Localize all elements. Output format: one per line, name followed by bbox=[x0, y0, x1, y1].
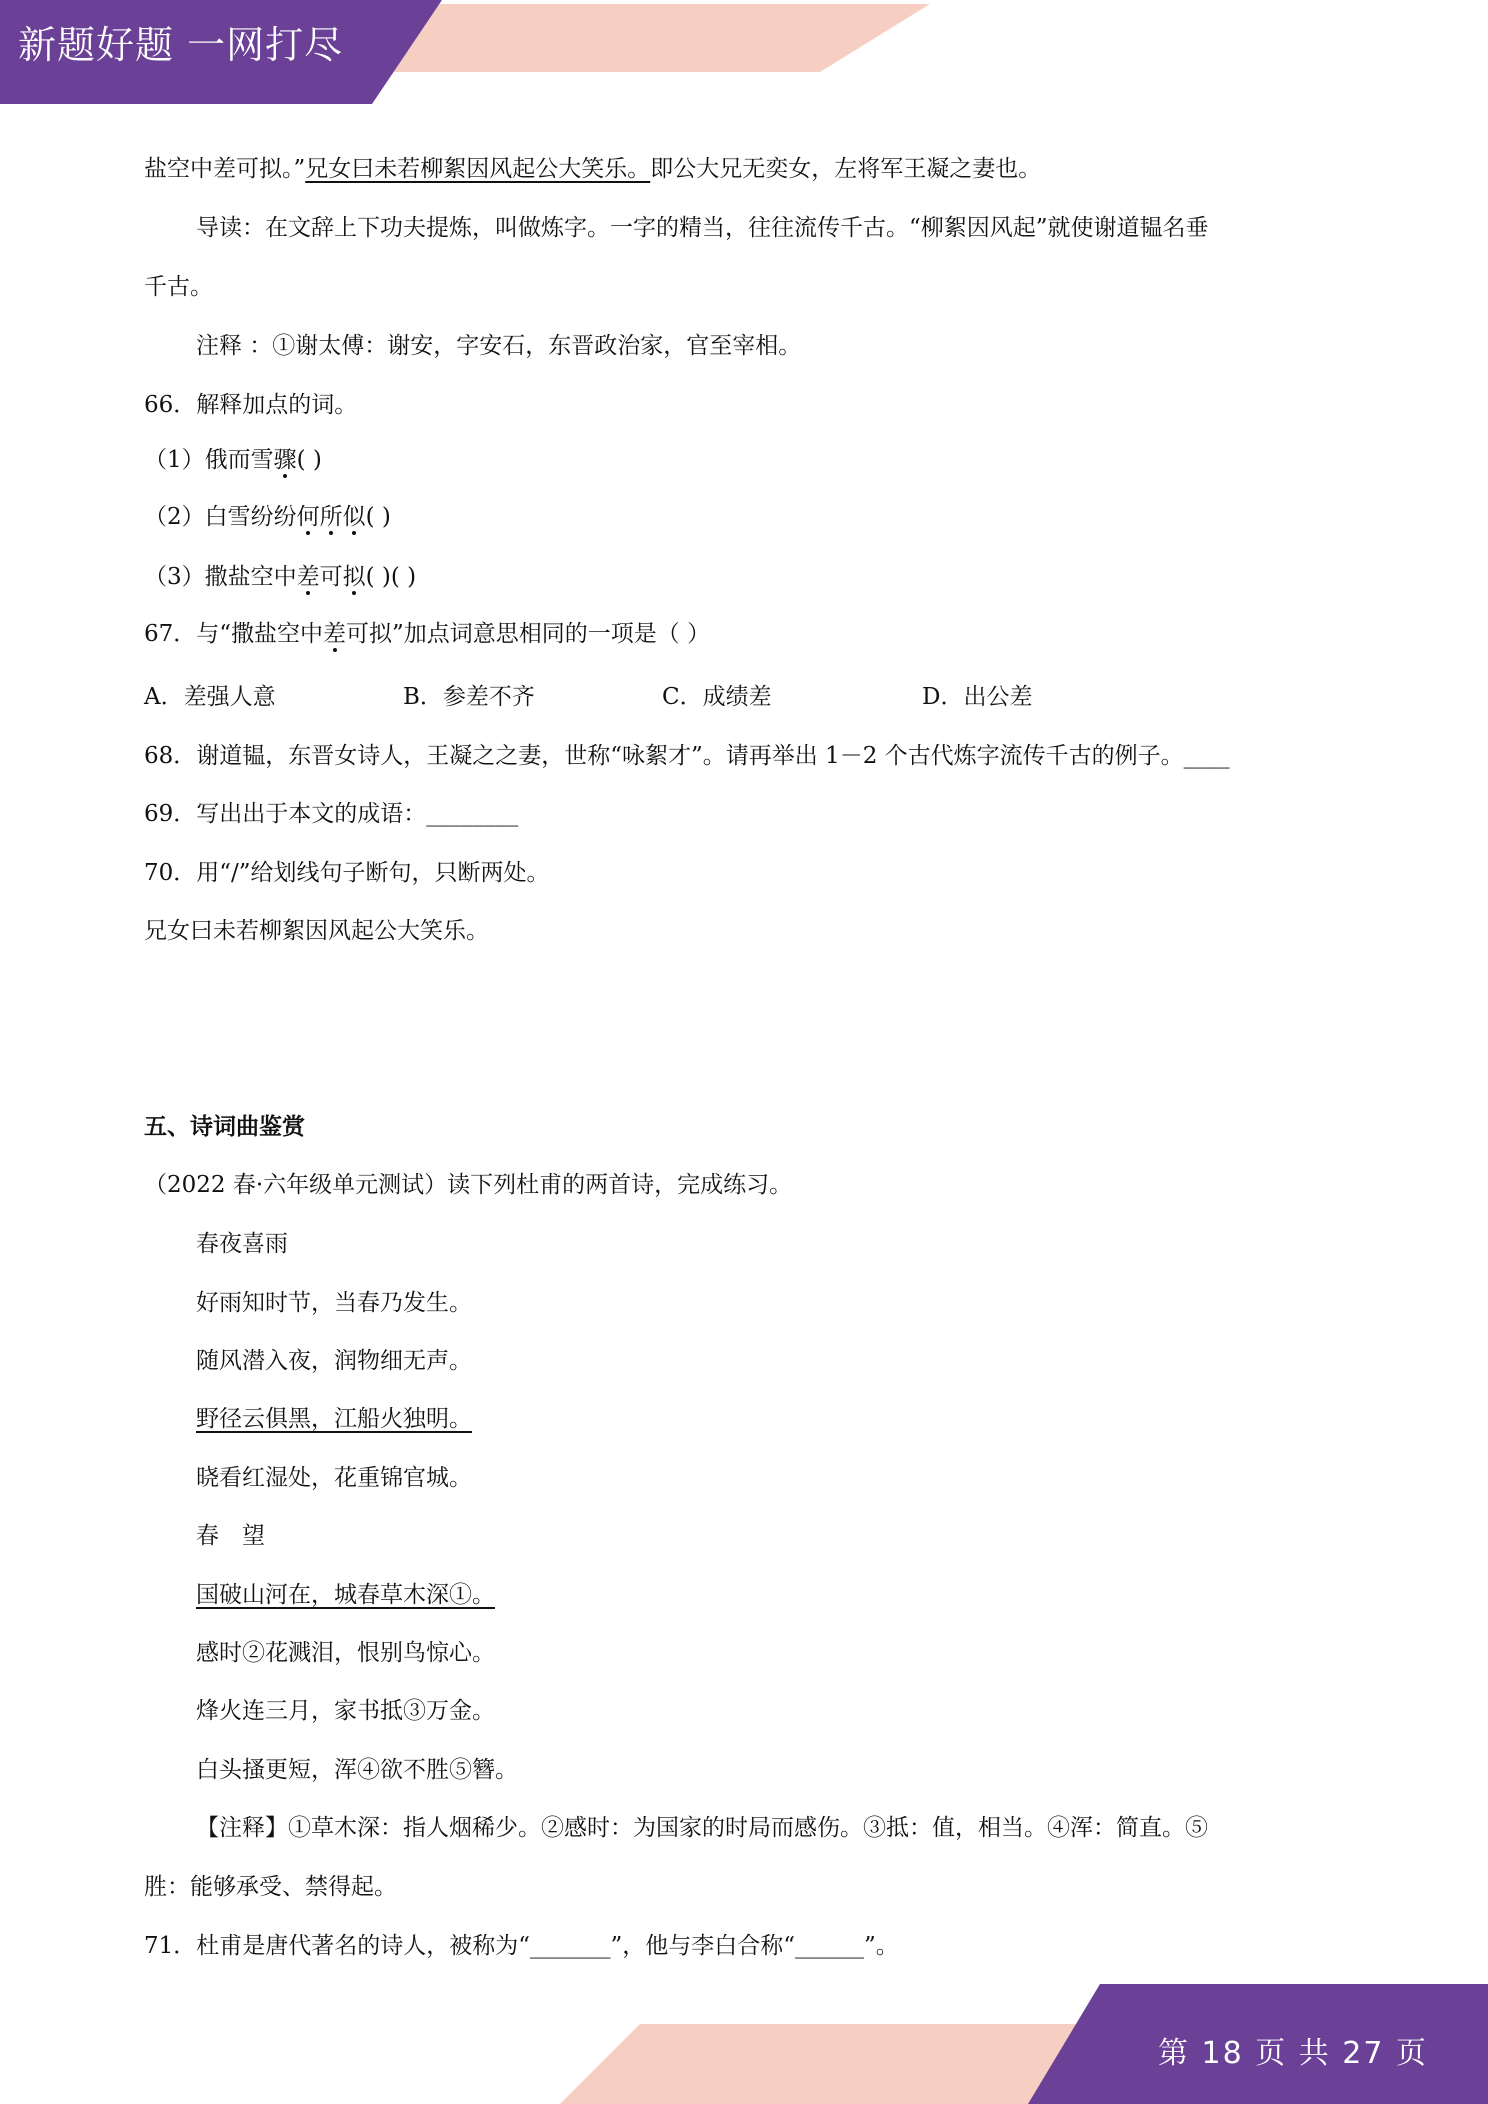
passage-note: 注释 ：①谢太傅：谢安，字安石，东晋政治家，官至宰相。 bbox=[196, 333, 802, 359]
poem2-underlined-line: 国破山河在，城春草木深①。 bbox=[196, 1582, 495, 1608]
q66-sub-2: （2）白雪纷纷何所似( ) bbox=[144, 504, 391, 530]
guide-line-2: 千古。 bbox=[144, 274, 213, 300]
dotted-word: 差 bbox=[323, 621, 347, 647]
q66-stem: 66．解释加点的词。 bbox=[144, 392, 358, 418]
poem2-line: 烽火连三月，家书抵③万金。 bbox=[196, 1698, 495, 1724]
q71: 71．杜甫是唐代著名的诗人，被称为“_______”，他与李白合称“______”。 bbox=[144, 1933, 899, 1959]
passage-line-1: 盐空中差可拟。”兄女曰未若柳絮因风起公大笑乐。即公大兄无奕女，左将军王凝之妻也。 bbox=[144, 156, 1042, 182]
q69: 69．写出出于本文的成语：________ bbox=[144, 801, 519, 827]
page-number: 第 18 页 共 27 页 bbox=[1157, 2036, 1428, 2071]
q70-stem: 70．用“/”给划线句子断句，只断两处。 bbox=[144, 860, 550, 886]
poem1-underlined-line: 野径云俱黑，江船火独明。 bbox=[196, 1406, 472, 1432]
poem1-line: 好雨知时节，当春乃发生。 bbox=[196, 1290, 472, 1316]
poem2-line: 感时②花溅泪，恨别鸟惊心。 bbox=[196, 1640, 495, 1666]
poem-notes-2: 胜：能够承受、禁得起。 bbox=[144, 1874, 397, 1900]
poem2-title: 春 望 bbox=[196, 1523, 265, 1549]
q67-option-b: B．参差不齐 bbox=[403, 684, 535, 710]
q67-stem: 67．与“撒盐空中差可拟”加点词意思相同的一项是（ ） bbox=[144, 621, 711, 647]
q67-option-a: A．差强人意 bbox=[144, 684, 276, 710]
poem1-title: 春夜喜雨 bbox=[196, 1231, 288, 1257]
dotted-word: 似 bbox=[342, 504, 366, 530]
poem2-line: 白头搔更短，浑④欲不胜⑤簪。 bbox=[196, 1757, 518, 1783]
guide-line-1: 导读：在文辞上下功夫提炼，叫做炼字。一字的精当，往往流传千古。“柳絮因风起”就使谢道韫名垂 bbox=[196, 215, 1209, 241]
dotted-word: 何 bbox=[296, 504, 320, 530]
q70-sentence: 兄女曰未若柳絮因风起公大笑乐。 bbox=[144, 918, 489, 944]
poem-notes-1: 【注释】①草木深：指人烟稀少。②感时：为国家的时局而感伤。③抵：值，相当。④浑：简直。⑤ bbox=[196, 1815, 1208, 1841]
header-title: 新题好题 一网打尽 bbox=[18, 23, 344, 67]
underlined-sentence: 兄女曰未若柳絮因风起公大笑乐。 bbox=[305, 156, 651, 182]
dotted-word: 差 bbox=[296, 564, 320, 590]
poem1-line: 随风潜入夜，润物细无声。 bbox=[196, 1348, 472, 1374]
section-intro: （2022 春·六年级单元测试）读下列杜甫的两首诗，完成练习。 bbox=[144, 1172, 793, 1198]
q68: 68．谢道韫，东晋女诗人，王凝之之妻，世称“咏絮才”。请再举出 1－2 个古代炼字流传千古的例子。____ bbox=[144, 743, 1230, 769]
q67-option-c: C．成绩差 bbox=[662, 684, 772, 710]
dotted-word: 骤 bbox=[273, 447, 297, 473]
q67-option-d: D．出公差 bbox=[922, 684, 1033, 710]
header-peach-band bbox=[360, 4, 930, 72]
poem1-line: 晓看红湿处，花重锦官城。 bbox=[196, 1465, 472, 1491]
q66-sub-3: （3）撒盐空中差可拟( )( ) bbox=[144, 564, 417, 590]
dotted-word: 所 bbox=[319, 504, 343, 530]
q66-sub-1: （1）俄而雪骤( ) bbox=[144, 447, 322, 473]
dotted-word: 拟 bbox=[342, 564, 366, 590]
section-heading: 五、诗词曲鉴赏 bbox=[144, 1114, 305, 1140]
